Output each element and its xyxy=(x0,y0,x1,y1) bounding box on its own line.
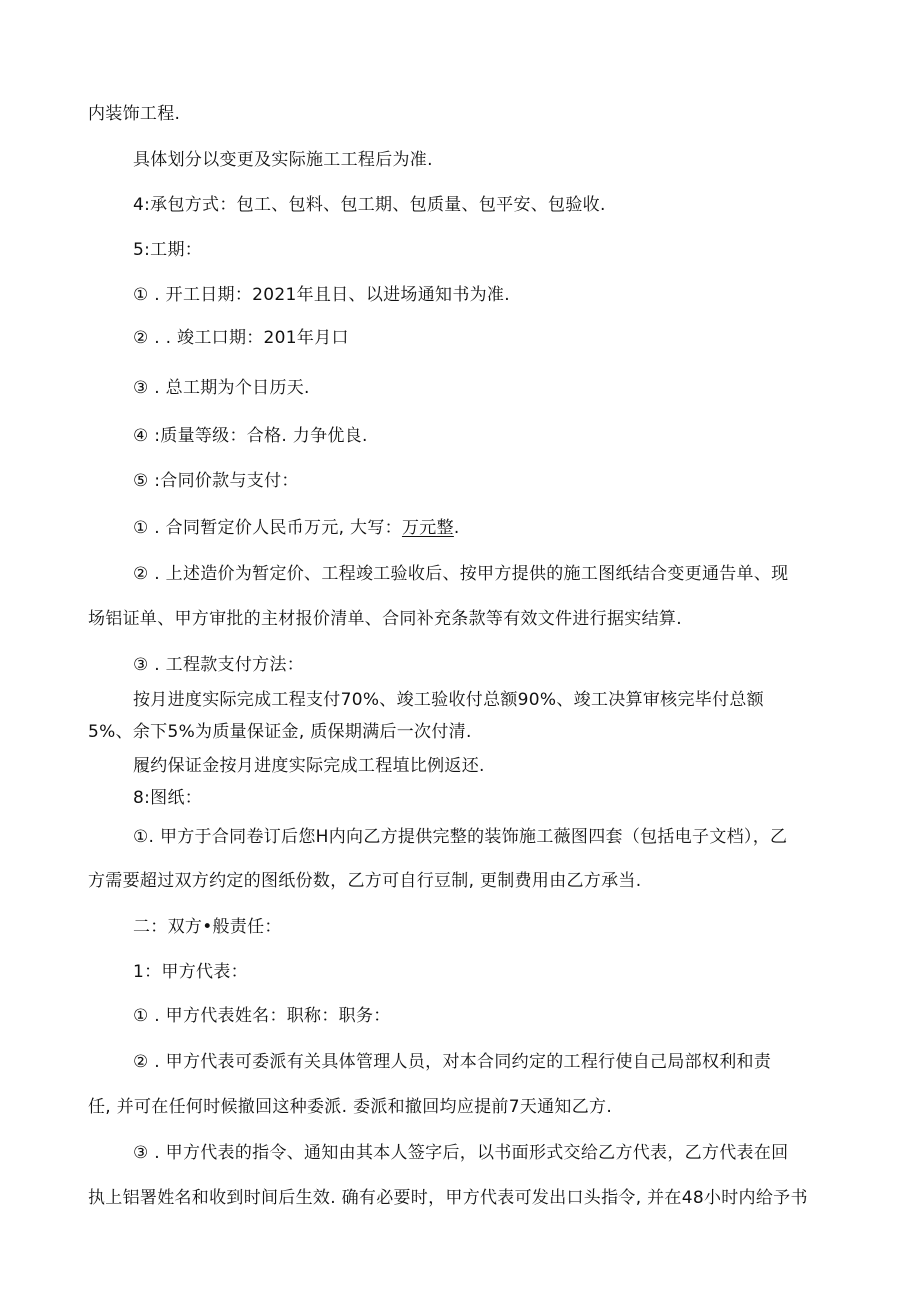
text-line: 方需要超过双方约定的图纸份数，乙方可自行豆制, 更制费用由乙方承当. xyxy=(88,871,642,891)
text-line: 二：双方•般责任： xyxy=(133,917,282,937)
text-line: ④ :质量等级：合格. 力争优良. xyxy=(133,426,368,446)
text-line: 履约保证金按月进度实际完成工程埴比例返还. xyxy=(133,756,485,776)
text-line: 执上铝署姓名和收到时间后生效. 确有必要时，甲方代表可发出口头指令, 并在48小时内给予书 xyxy=(88,1188,808,1208)
text-line: ① . 开工日期：2021年且日、以进场通知书为准. xyxy=(133,285,510,305)
text-line: 内装饰工程. xyxy=(88,104,181,124)
text-line: ①. 甲方于合同卷订后您H内向乙方提供完整的装饰施工薇图四套（包括电子文档），乙 xyxy=(133,827,788,847)
amount-in-words: 万元整 xyxy=(401,518,454,538)
text-line: ① . 甲方代表姓名：职称：职务： xyxy=(133,1006,391,1026)
text-line: ③ . 工程款支付方法： xyxy=(133,655,305,675)
text-line: ② . . 竣工口期：201年月口 xyxy=(133,328,349,348)
text-line: 任, 并可在任何时候撤回这种委派. 委派和撤回均应提前7天通知乙方. xyxy=(88,1097,613,1117)
text-line: ③ . 甲方代表的指令、通知由其本人签字后，以书面形式交给乙方代表，乙方代表在回 xyxy=(133,1143,789,1163)
text-line: ② . 甲方代表可委派有关具体管理人员，对本合同约定的工程行使自己局部权利和责 xyxy=(133,1052,772,1072)
text-line: ⑤ :合同价款与支付： xyxy=(133,471,299,491)
text-line: 具体划分以变更及实际施工工程后为准. xyxy=(133,150,433,170)
text-line: ② . 上述造价为暂定价、工程竣工验收后、按甲方提供的施工图纸结合变更通告单、现 xyxy=(133,564,789,584)
text-line: ③ . 总工期为个日历天. xyxy=(133,378,310,398)
contract-price-text: ① . 合同暂定价人民币万元, 大写： xyxy=(133,518,402,538)
text-line: 5%、余下5%为质量保证金, 质保期满后一次付清. xyxy=(88,722,472,742)
text-line: 8:图纸： xyxy=(133,788,203,808)
text-line: 场铝证单、甲方审批的主材报价清单、合同补充条款等有效文件进行据实结算. xyxy=(88,609,682,629)
period-mark: . xyxy=(453,518,460,538)
text-line xyxy=(133,516,460,540)
text-line: 4:承包方式：包工、包料、包工期、包质量、包平安、包验收. xyxy=(133,195,606,215)
text-line: 1：甲方代表： xyxy=(133,962,248,982)
text-line: 按月进度实际完成工程支付70%、竣工验收付总额90%、竣工决算审核完毕付总额 xyxy=(133,690,764,710)
text-line: 5:工期： xyxy=(133,240,203,260)
